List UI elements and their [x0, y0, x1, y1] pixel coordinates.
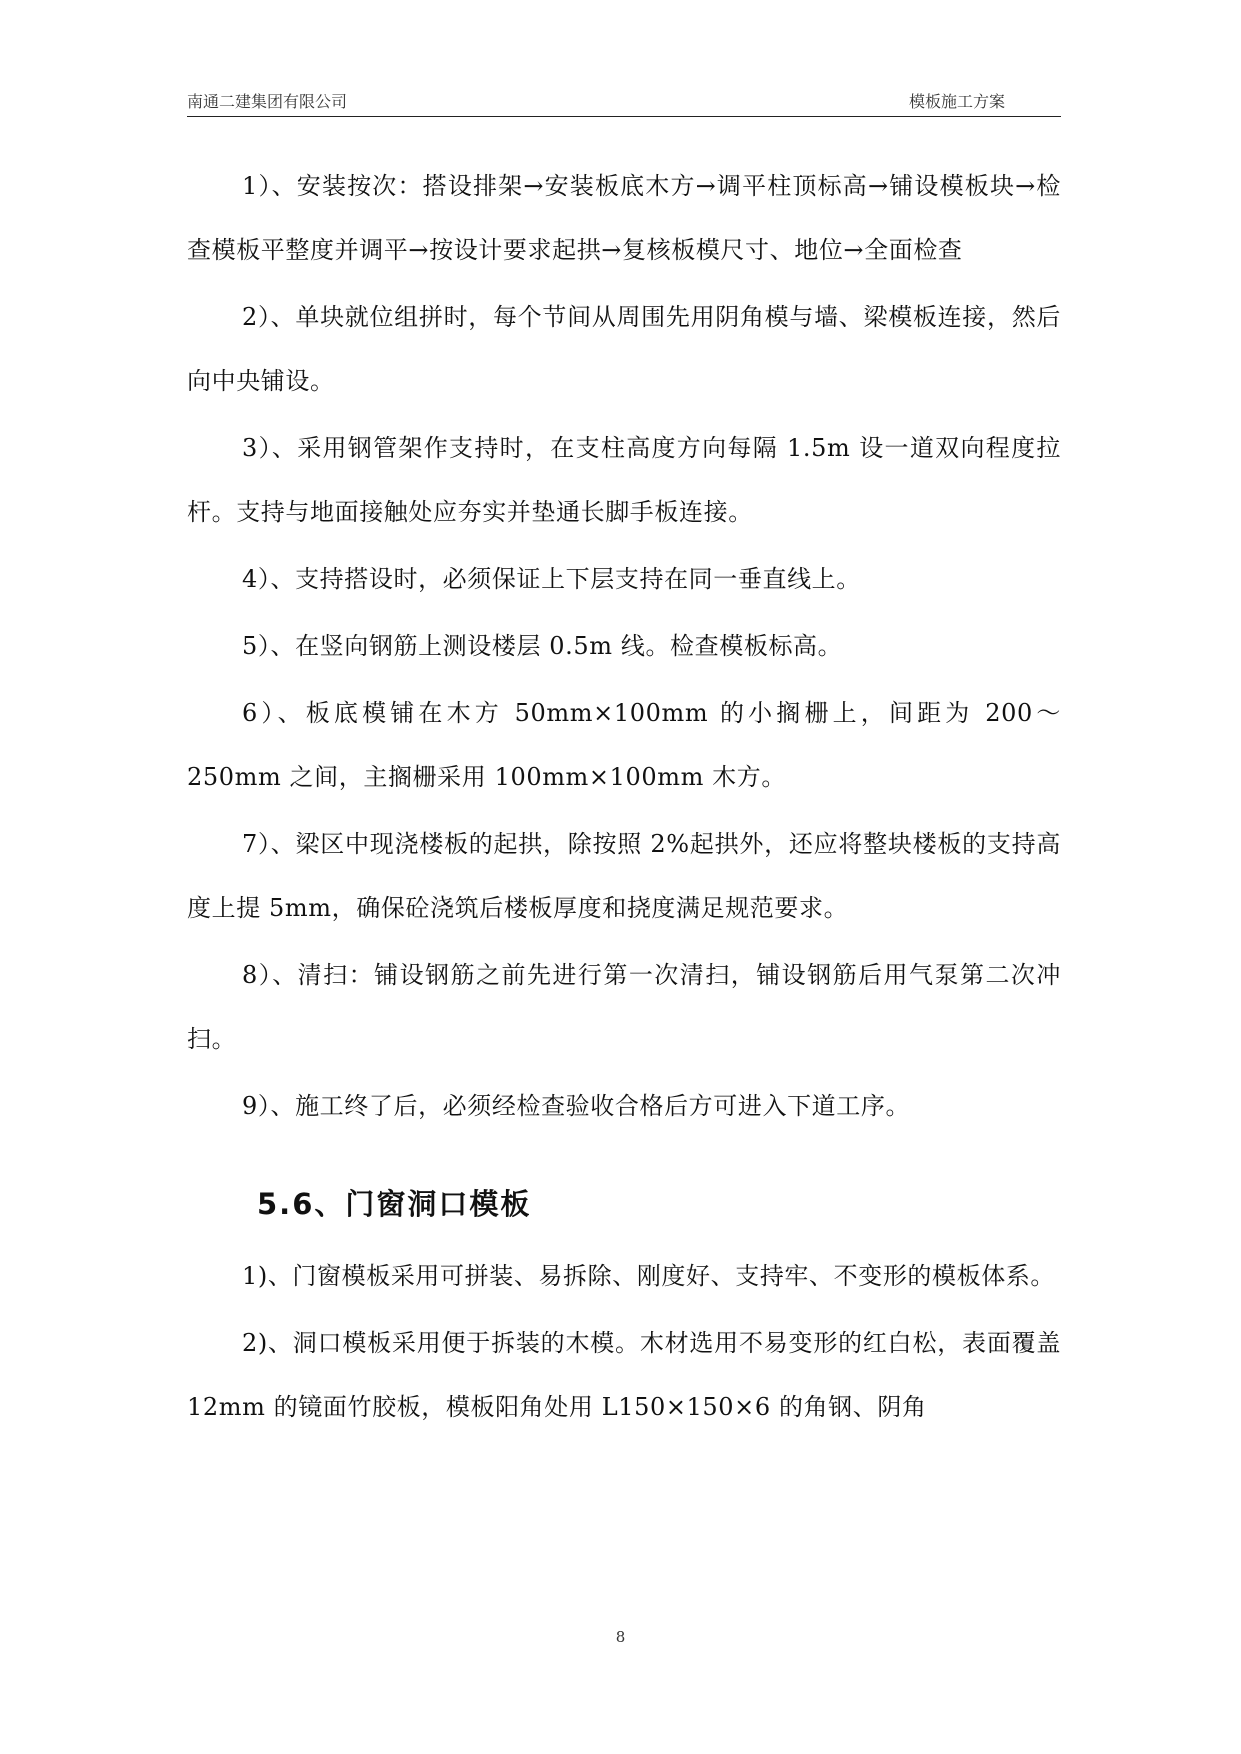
- paragraph-window-2: 2)、洞口模板采用便于拆装的木模。木材选用不易变形的红白松，表面覆盖 12mm 的镜面竹胶板，模板阳角处用 L150×150×6 的角钢、阴角: [187, 1329, 1061, 1421]
- paragraph-window-1: 1)、门窗模板采用可拼装、易拆除、刚度好、支持牢、不变形的模板体系。: [242, 1262, 1056, 1290]
- document-body: [187, 154, 1061, 1442]
- paragraph-step-8: 8）、清扫：铺设钢筋之前先进行第一次清扫，铺设钢筋后用气泵第二次冲扫。: [187, 961, 1061, 1053]
- page-number: 8: [615, 1628, 626, 1646]
- paragraph-step-4: 4）、支持搭设时，必须保证上下层支持在同一垂直线上。: [242, 565, 861, 593]
- section-heading: 5.6、门窗洞口模板: [257, 1187, 532, 1221]
- paragraph-step-1: 1）、安装按次：搭设排架→安装板底木方→调平柱顶标高→铺设模板块→检查模板平整度并调平→按设计要求起拱→复核板模尺寸、地位→全面检查: [187, 172, 1061, 264]
- paragraph-step-2: 2）、单块就位组拼时，每个节间从周围先用阴角模与墙、梁模板连接，然后向中央铺设。: [187, 303, 1061, 395]
- header-document-title: 模板施工方案: [908, 92, 1005, 111]
- paragraph-step-9: 9）、施工终了后，必须经检查验收合格后方可进入下道工序。: [242, 1092, 911, 1120]
- paragraph-step-5: 5）、在竖向钢筋上测设楼层 0.5m 线。检查模板标高。: [242, 632, 843, 660]
- paragraph-step-6: 6）、板底模铺在木方 50mm×100mm 的小搁栅上，间距为 200～250mm 之间，主搁栅采用 100mm×100mm 木方。: [187, 699, 1061, 791]
- page-header: [187, 86, 1061, 117]
- paragraph-step-7: 7）、梁区中现浇楼板的起拱，除按照 2%起拱外，还应将整块楼板的支持高度上提 5mm，确保砼浇筑后楼板厚度和挠度满足规范要求。: [187, 830, 1061, 922]
- paragraph-step-3: 3）、采用钢管架作支持时，在支柱高度方向每隔 1.5m 设一道双向程度拉杆。支持与地面接触处应夯实并垫通长脚手板连接。: [187, 434, 1061, 526]
- header-company-name: 南通二建集团有限公司: [187, 92, 348, 111]
